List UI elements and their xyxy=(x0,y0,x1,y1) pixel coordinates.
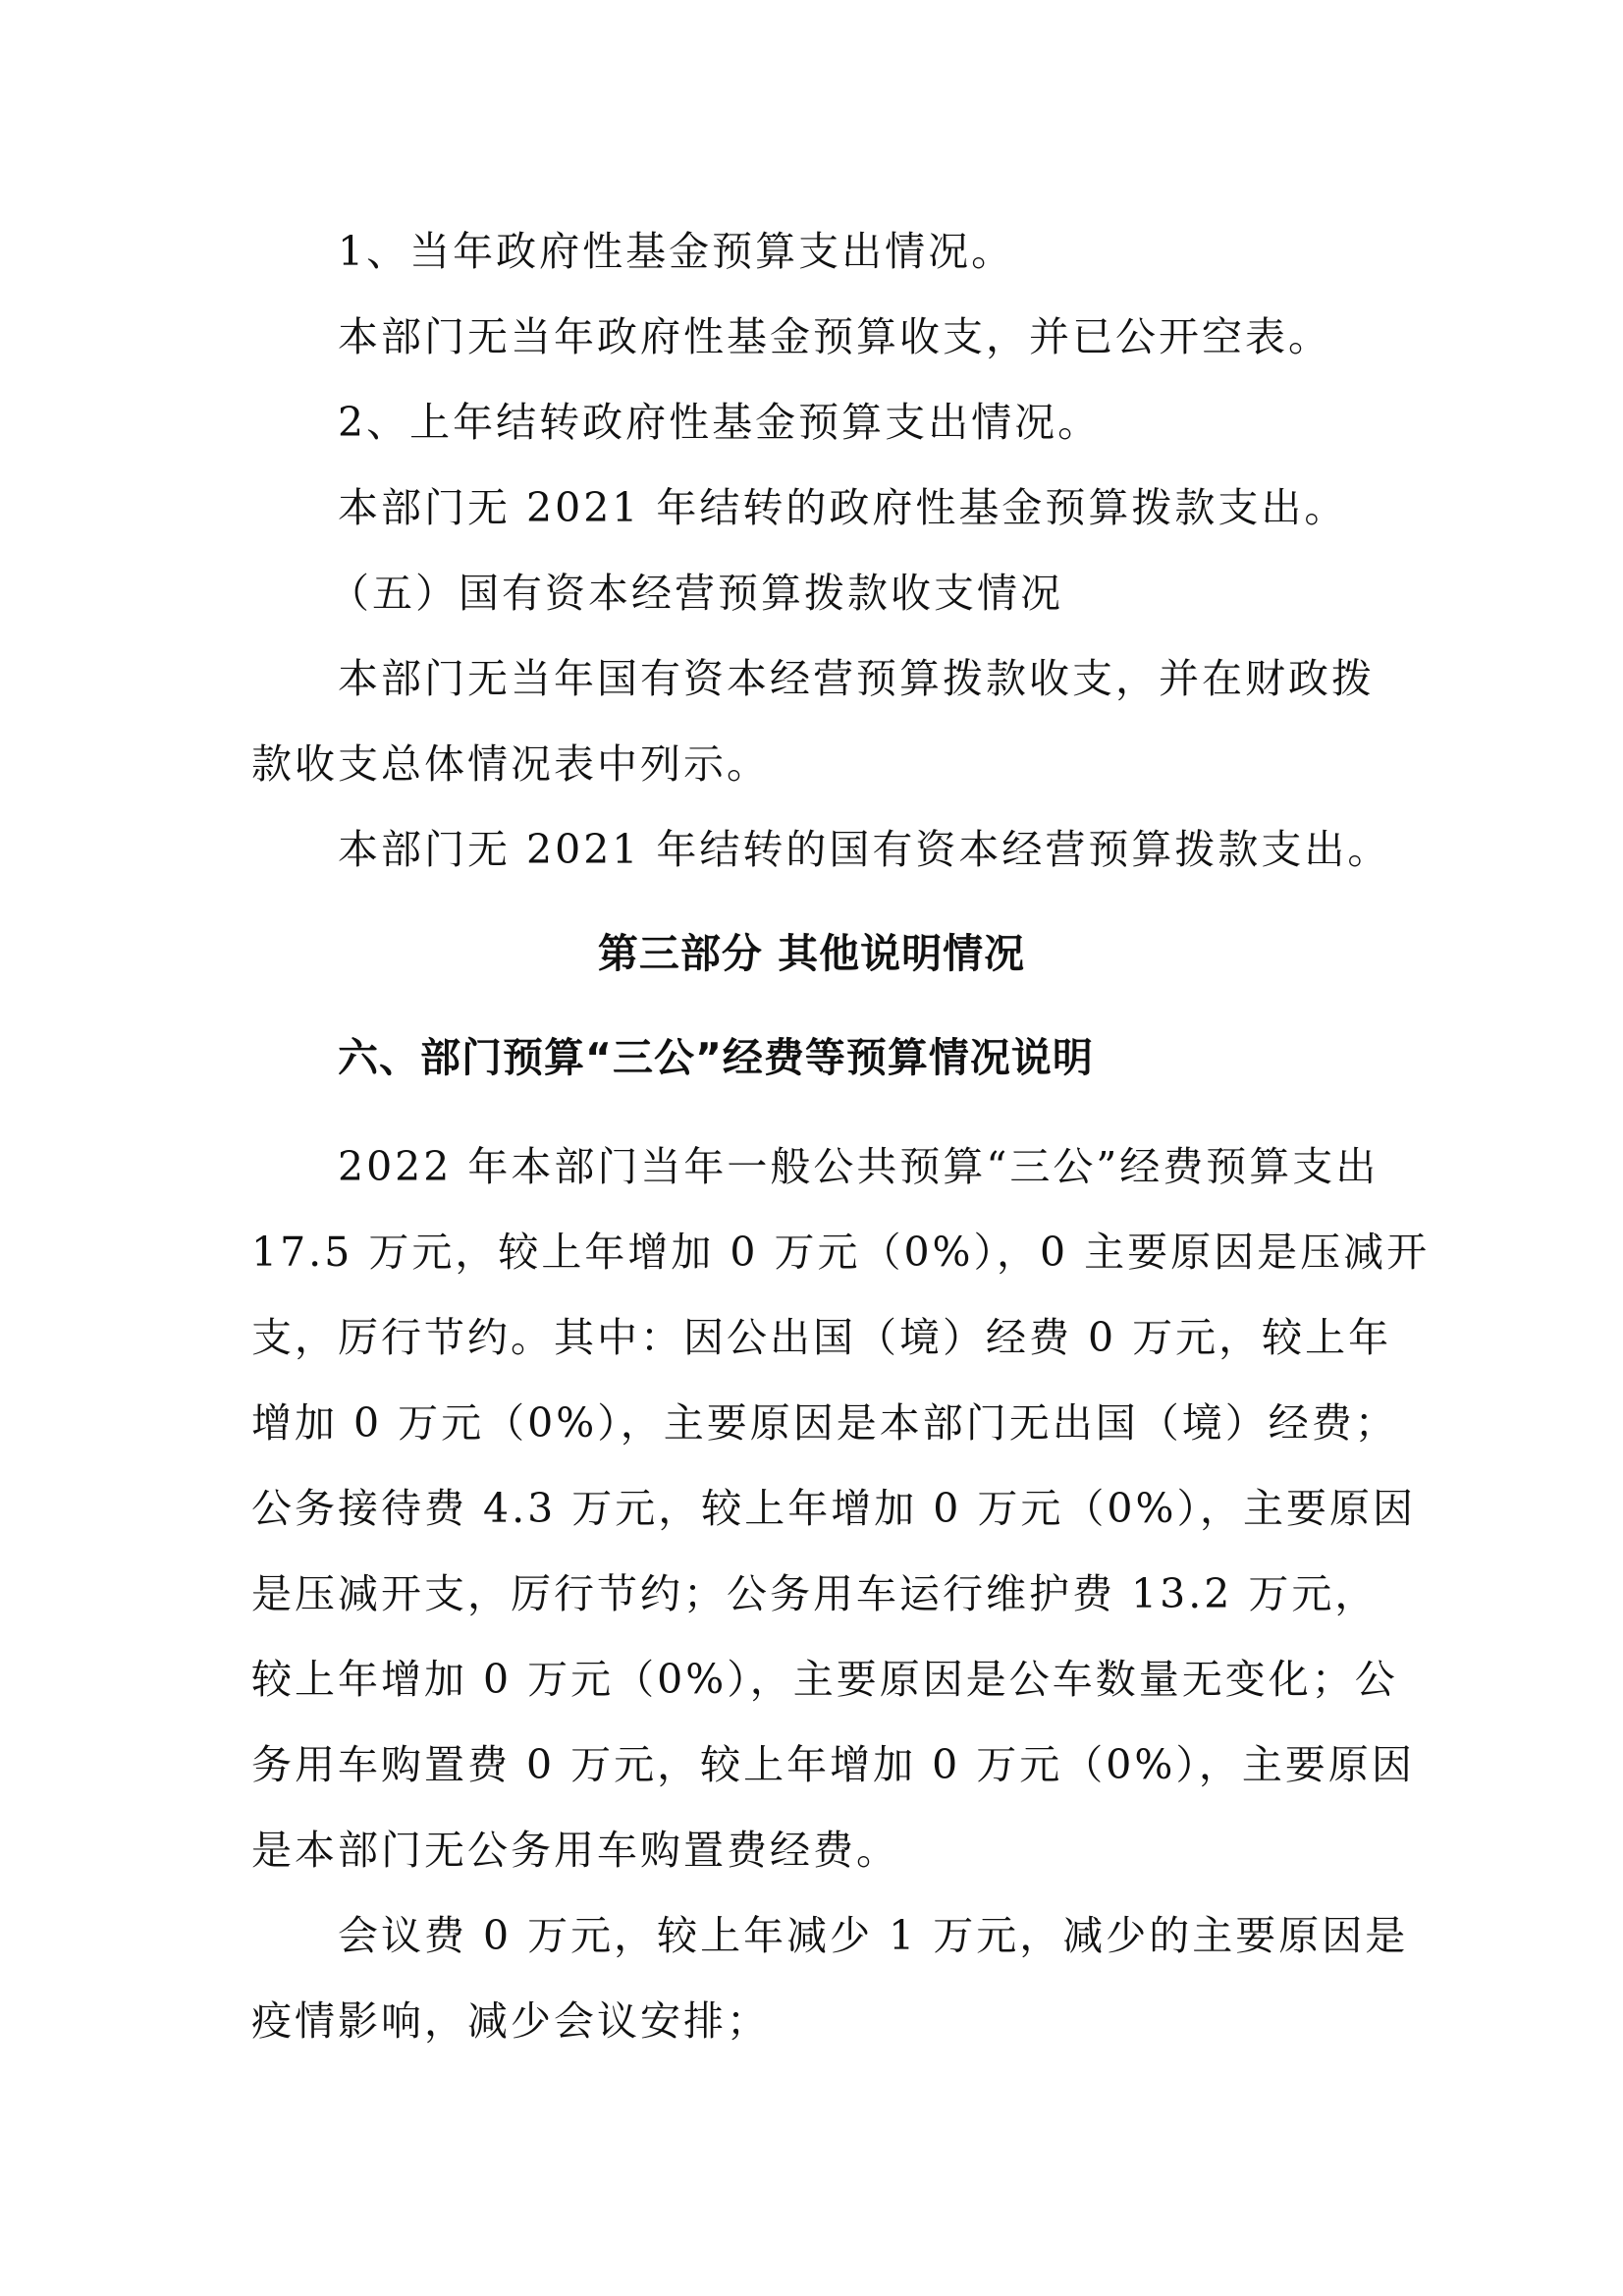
paragraph-line: 是压减开支，厉行节约；公务用车运行维护费 13.2 万元， xyxy=(251,1570,1379,1617)
paragraph-line: 增加 0 万元（0%），主要原因是本部门无出国（境）经费； xyxy=(251,1399,1398,1447)
section-6-heading: 六、部门预算“三公”经费等预算情况说明 xyxy=(338,1034,1094,1081)
section-5-heading: （五）国有资本经营预算拨款收支情况 xyxy=(329,570,1063,617)
paragraph-line: 会议费 0 万元，较上年减少 1 万元，减少的主要原因是 xyxy=(338,1912,1409,1959)
paragraph-line: 公务接待费 4.3 万元，较上年增加 0 万元（0%），主要原因 xyxy=(251,1485,1416,1532)
paragraph-line: 17.5 万元，较上年增加 0 万元（0%），0 主要原因是压减开 xyxy=(251,1229,1431,1276)
paragraph-line: 较上年增加 0 万元（0%），主要原因是公车数量无变化；公 xyxy=(251,1656,1398,1703)
paragraph-line: 本部门无 2021 年结转的政府性基金预算拨款支出。 xyxy=(338,484,1348,531)
paragraph-line: 本部门无 2021 年结转的国有资本经营预算拨款支出。 xyxy=(338,826,1391,873)
paragraph-line: 疫情影响，减少会议安排； xyxy=(251,1997,770,2045)
part-3-title: 第三部分 其他说明情况 xyxy=(597,930,1026,977)
item-1-heading: 1、当年政府性基金预算支出情况。 xyxy=(338,228,1015,275)
paragraph-line: 2022 年本部门当年一般公共预算“三公”经费预算支出 xyxy=(338,1143,1380,1190)
item-2-heading: 2、上年结转政府性基金预算支出情况。 xyxy=(338,399,1102,446)
paragraph-line: 是本部门无公务用车购置费经费。 xyxy=(251,1827,899,1874)
paragraph-line: 支，厉行节约。其中：因公出国（境）经费 0 万元，较上年 xyxy=(251,1314,1392,1361)
paragraph-line: 本部门无当年政府性基金预算收支，并已公开空表。 xyxy=(338,313,1331,360)
paragraph-line: 本部门无当年国有资本经营预算拨款收支，并在财政拨 xyxy=(338,655,1375,702)
paragraph-line: 款收支总体情况表中列示。 xyxy=(251,740,770,788)
paragraph-line: 务用车购置费 0 万元，较上年增加 0 万元（0%），主要原因 xyxy=(251,1741,1415,1788)
